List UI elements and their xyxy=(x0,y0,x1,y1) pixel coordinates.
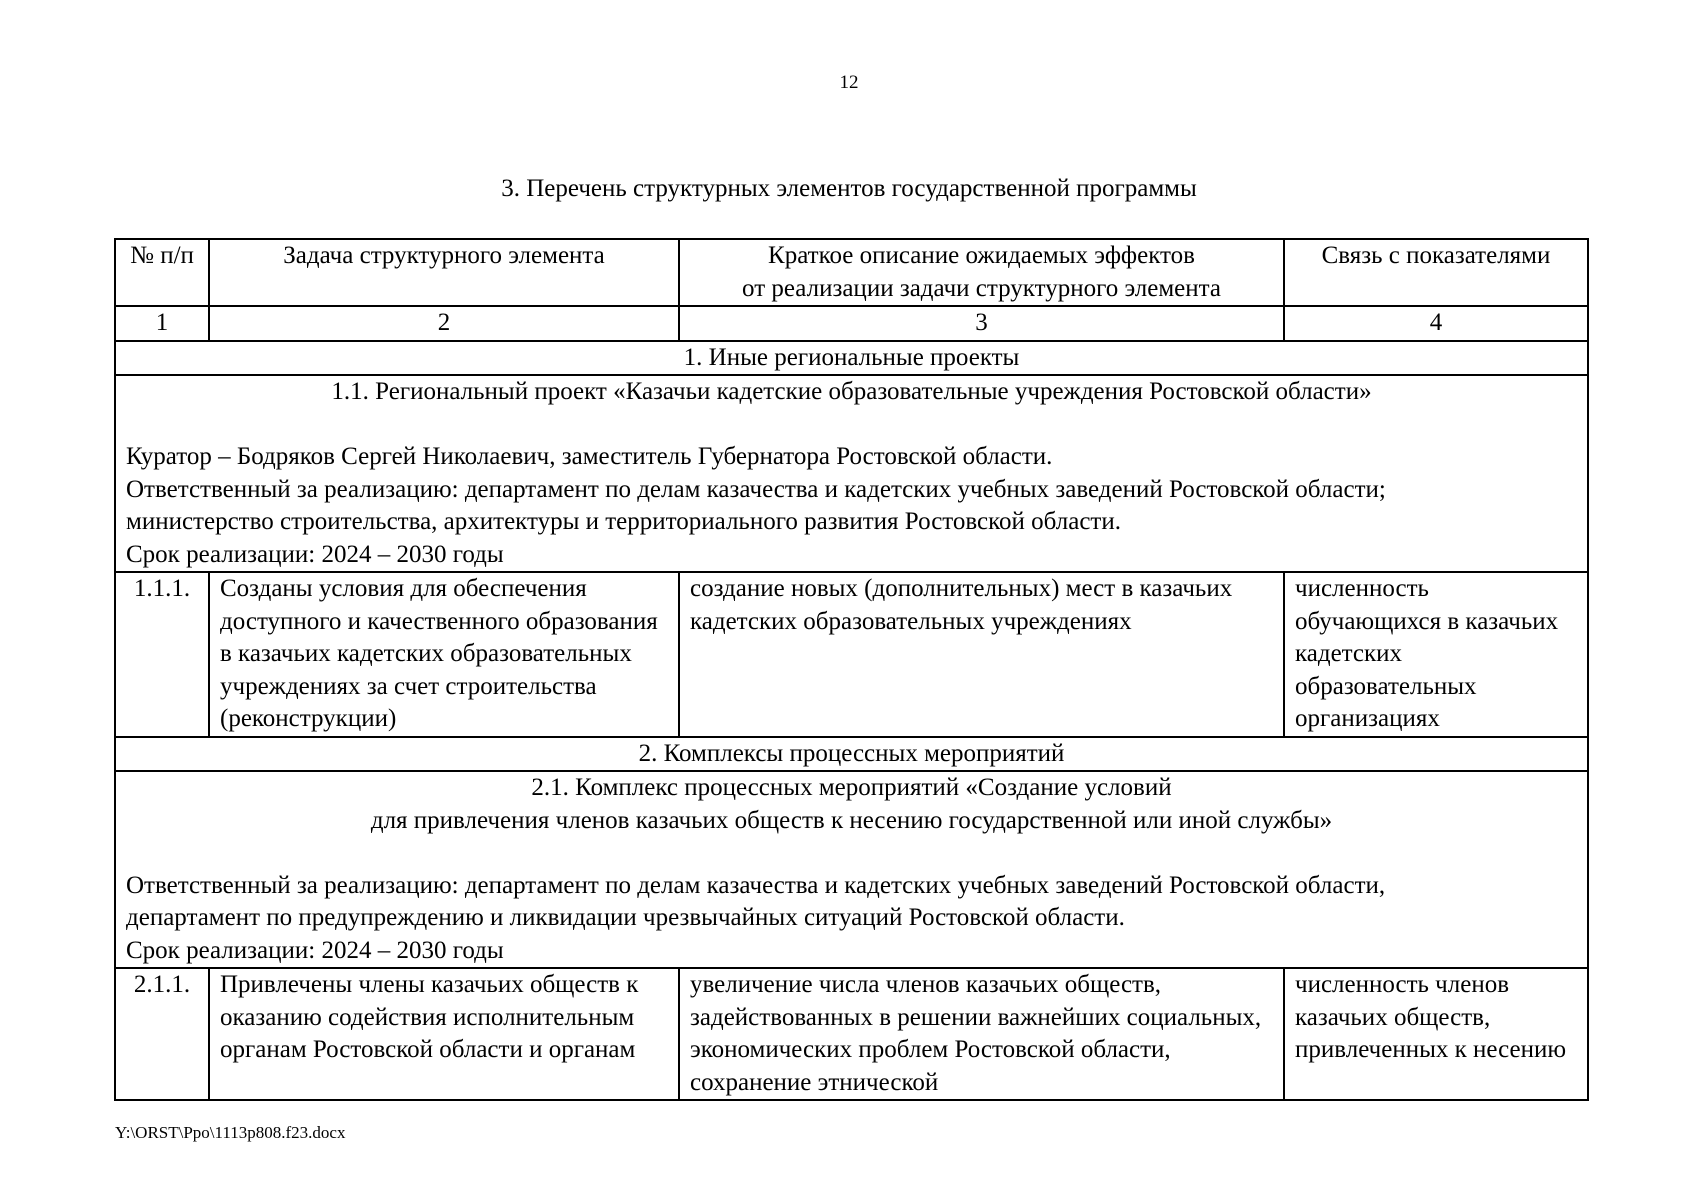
row-number: 2.1.1. xyxy=(115,968,209,1100)
table-row xyxy=(115,968,1588,1100)
column-number: 2 xyxy=(209,306,679,341)
project-1-1-block xyxy=(115,375,1588,572)
complex-2-1-title-line2: для привлечения членов казачьих обществ к несению государственной или иной службы» xyxy=(370,806,1333,834)
project-1-1-curator: Куратор – Бодряков Сергей Николаевич, заместитель Губернатора Ростовской области. xyxy=(126,443,1053,470)
complex-2-1-title-line1: 2.1. Комплекс процессных мероприятий «Создание условий xyxy=(531,774,1172,801)
footer-file-path: Y:\ORST\Ppo\1113p808.f23.docx xyxy=(115,1123,346,1142)
column-number: 4 xyxy=(1284,306,1588,341)
section-2-title: 2. Комплексы процессных мероприятий xyxy=(115,737,1588,772)
column-number: 1 xyxy=(115,306,209,341)
project-1-1-responsible-line1: Ответственный за реализацию: департамент по делам казачества и кадетских учебных заведений Ростовской области; xyxy=(126,475,1386,503)
complex-2-1-term: Срок реализации: 2024 – 2030 годы xyxy=(126,936,504,964)
structural-elements-table xyxy=(114,238,1589,1101)
row-effect: создание новых (дополнительных) мест в казачьих кадетских образовательных учреждениях xyxy=(679,572,1284,737)
project-block-row xyxy=(115,375,1588,572)
row-indicator: численность обучающихся в казачьих кадетских образовательных организациях xyxy=(1284,572,1588,737)
complex-2-1-responsible-line2: департамент по предупреждению и ликвидации чрезвычайных ситуаций Ростовской области. xyxy=(126,904,1125,931)
project-1-1-term: Срок реализации: 2024 – 2030 годы xyxy=(126,540,504,568)
header-indicators: Связь с показателями xyxy=(1284,239,1588,306)
table-row xyxy=(115,572,1588,737)
row-task: Привлечены члены казачьих обществ к оказанию содействия исполнительным органам Ростовской области и органам xyxy=(209,968,679,1100)
header-effects-line1: Краткое описание ожидаемых эффектов xyxy=(768,242,1195,269)
table-header-row xyxy=(115,239,1588,306)
row-indicator: численность членов казачьих обществ, привлеченных к несению xyxy=(1284,968,1588,1100)
column-number: 3 xyxy=(679,306,1284,341)
project-1-1-title: 1.1. Региональный проект «Казачьи кадетские образовательные учреждения Ростовской области» xyxy=(331,378,1372,405)
complex-2-1-block xyxy=(115,771,1588,968)
row-number: 1.1.1. xyxy=(115,572,209,737)
header-task: Задача структурного элемента xyxy=(209,239,679,306)
header-number: № п/п xyxy=(115,239,209,306)
header-effects-line2: от реализации задачи структурного элемента xyxy=(742,274,1221,302)
row-effect: увеличение числа членов казачьих обществ, задействованных в решении важнейших социальных, экономических проблем Ростовской области, сохранение этнической xyxy=(679,968,1284,1100)
section-1-title: 1. Иные региональные проекты xyxy=(115,341,1588,376)
row-task: Созданы условия для обеспечения доступного и качественного образования в казачьих кадетских образовательных учреждениях за счет строительства (реконструкции) xyxy=(209,572,679,737)
column-numbers-row xyxy=(115,306,1588,341)
project-1-1-responsible-line2: министерство строительства, архитектуры и территориального развития Ростовской области. xyxy=(126,508,1121,535)
section-row xyxy=(115,737,1588,772)
section-row xyxy=(115,341,1588,376)
section-title: 3. Перечень структурных элементов государственной программы xyxy=(501,175,1197,202)
page-number: 12 xyxy=(839,72,859,93)
complex-2-1-responsible-line1: Ответственный за реализацию: департамент по делам казачества и кадетских учебных заведений Ростовской области, xyxy=(126,871,1386,899)
complex-block-row xyxy=(115,771,1588,968)
header-effects xyxy=(679,239,1284,306)
